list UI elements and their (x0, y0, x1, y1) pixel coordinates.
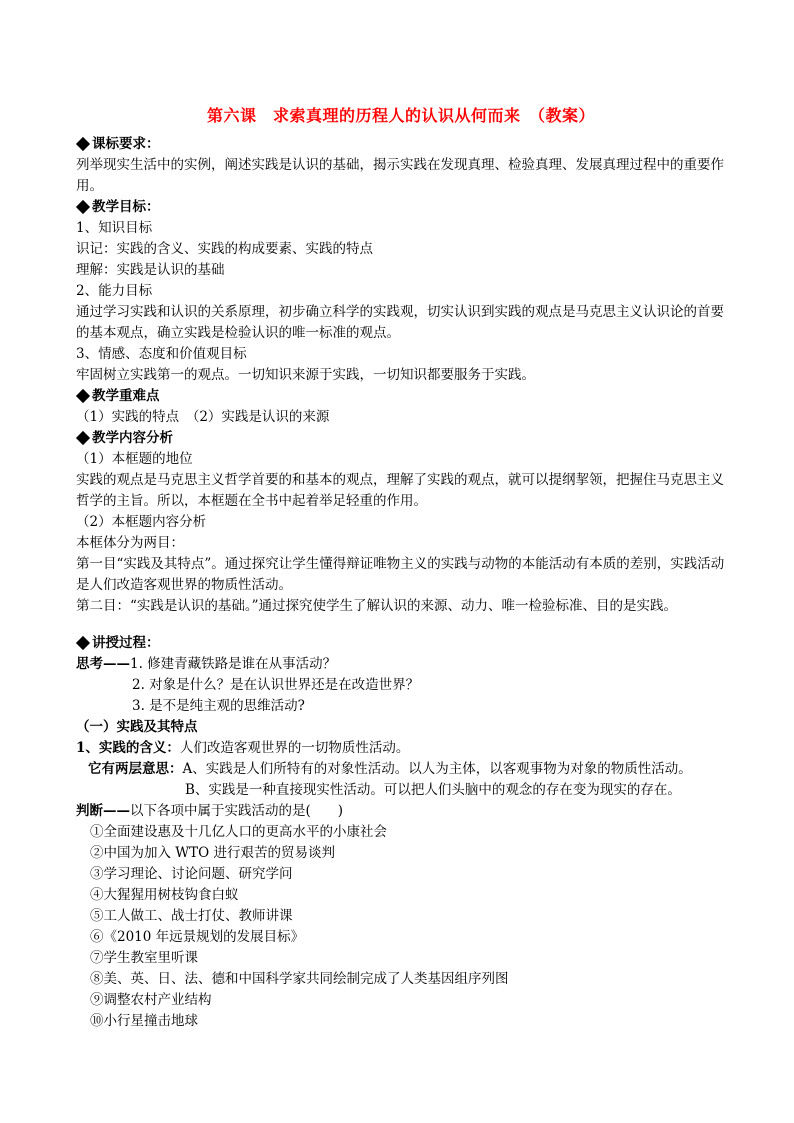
goal-line: 2、能力目标 (76, 283, 153, 299)
judge-label: 判断—— (76, 803, 130, 819)
goal-line: 识记：实践的含义、实践的构成要素、实践的特点 (76, 241, 373, 257)
analysis-heading (76, 428, 726, 449)
page-title: 第六课 求索真理的历程人的认识从何而来 （教案） (206, 106, 595, 125)
process-heading (76, 633, 726, 654)
list-item: ①全面建设惠及十几亿人口的更高水平的小康社会 (90, 824, 387, 840)
keypoints-heading (76, 386, 726, 407)
goal-line: 3、情感、态度和价值观目标 (76, 346, 247, 362)
diamond-bullet-icon (76, 636, 90, 650)
goals-heading-text: 教学目标： (92, 199, 160, 215)
list-item: ⑧美、英、日、法、德和中国科学家共同绘制完成了人类基因组序列图 (90, 971, 509, 987)
judge-line (76, 801, 726, 822)
analysis-line: （1）本框题的地位 (76, 451, 193, 467)
two-meanings-line (76, 759, 726, 780)
spacer (76, 617, 726, 633)
two-meanings-label: 它有两层意思： (88, 761, 183, 777)
analysis-line: 第一目“实践及其特点”。通过探究让学生懂得辩证唯物主义的实践与动物的本能活动有本质的差别，实践活动是人们改造客观世界的物质性活动。 (76, 556, 725, 593)
goal-line: 通过学习实践和认识的关系原理，初步确立科学的实践观，切实认识到实践的观点是马克思主义认识论的首要的基本观点，确立实践是检验认识的唯一标准的观点。 (76, 304, 724, 341)
list-item: ②中国为加入 WTO 进行艰苦的贸易谈判 (90, 845, 336, 861)
list-item: ⑦学生教室里听课 (90, 950, 198, 966)
list-item: ⑨调整农村产业结构 (90, 992, 212, 1008)
analysis-line: 本框体分为两目： (76, 535, 184, 551)
list-item: ⑤工人做工、战士打仗、教师讲课 (90, 908, 293, 924)
analysis-line: 实践的观点是马克思主义哲学首要的和基本的观点，理解了实践的观点，就可以提纲挈领，把握住马克思主义哲学的主旨。所以，本框题在全书中起着举足轻重的作用。 (76, 472, 724, 509)
meaning-label: 1、实践的含义： (76, 740, 180, 756)
analysis-line: （2）本框题内容分析 (76, 514, 207, 530)
part1-heading: （一）实践及其特点 (76, 719, 198, 735)
document-page (76, 104, 726, 1032)
think-question: 3. 是不是纯主观的思维活动? (132, 698, 305, 714)
goal-line: 理解：实践是认识的基础 (76, 262, 225, 278)
standards-heading (76, 134, 726, 155)
judge-question: 以下各项中属于实践活动的是( ) (130, 803, 344, 819)
standards-text: 列举现实生活中的实例，阐述实践是认识的基础，揭示实践在发现真理、检验真理、发展真理过程中的重要作用。 (76, 157, 724, 194)
process-heading-text: 讲授过程： (92, 635, 160, 651)
list-item: ③学习理论、讨论问题、研究学问 (90, 866, 293, 882)
think-line-1 (76, 654, 726, 675)
diamond-bullet-icon (76, 431, 90, 445)
keypoints-text: （1）实践的特点 （2）实践是认识的来源 (76, 409, 330, 425)
think-question: 2. 对象是什么？是在认识世界还是在改造世界？ (132, 677, 420, 693)
meaning-line (76, 738, 726, 759)
goal-line: 牢固树立实践第一的观点。一切知识来源于实践，一切知识都要服务于实践。 (76, 367, 535, 383)
analysis-heading-text: 教学内容分析 (92, 430, 173, 446)
list-item: ⑩小行星撞击地球 (90, 1013, 198, 1029)
standards-heading-text: 课标要求： (92, 136, 160, 152)
meaning-a: A、实践是人们所特有的对象性活动。以人为主体，以客观事物为对象的物质性活动。 (182, 761, 692, 777)
keypoints-heading-text: 教学重难点 (92, 388, 160, 404)
meaning-text: 人们改造客观世界的一切物质性活动。 (179, 740, 410, 756)
list-item: ④大猩猩用树枝钩食白蚁 (90, 887, 239, 903)
goals-heading (76, 197, 726, 218)
analysis-line: 第二目：“实践是认识的基础。”通过探究使学生了解认识的来源、动力、唯一检验标准、目的是实践。 (76, 598, 678, 614)
think-label: 思考—— (76, 656, 130, 672)
diamond-bullet-icon (76, 200, 90, 214)
diamond-bullet-icon (76, 137, 90, 151)
list-item: ⑥《2010 年远景规划的发展目标》 (90, 929, 305, 945)
goal-line: 1、知识目标 (76, 220, 153, 236)
meaning-b: B、实践是一种直接现实性活动。可以把人们头脑中的观念的存在变为现实的存在。 (185, 782, 681, 798)
think-question: 1. 修建青藏铁路是谁在从事活动？ (130, 656, 337, 672)
diamond-bullet-icon (76, 389, 90, 403)
